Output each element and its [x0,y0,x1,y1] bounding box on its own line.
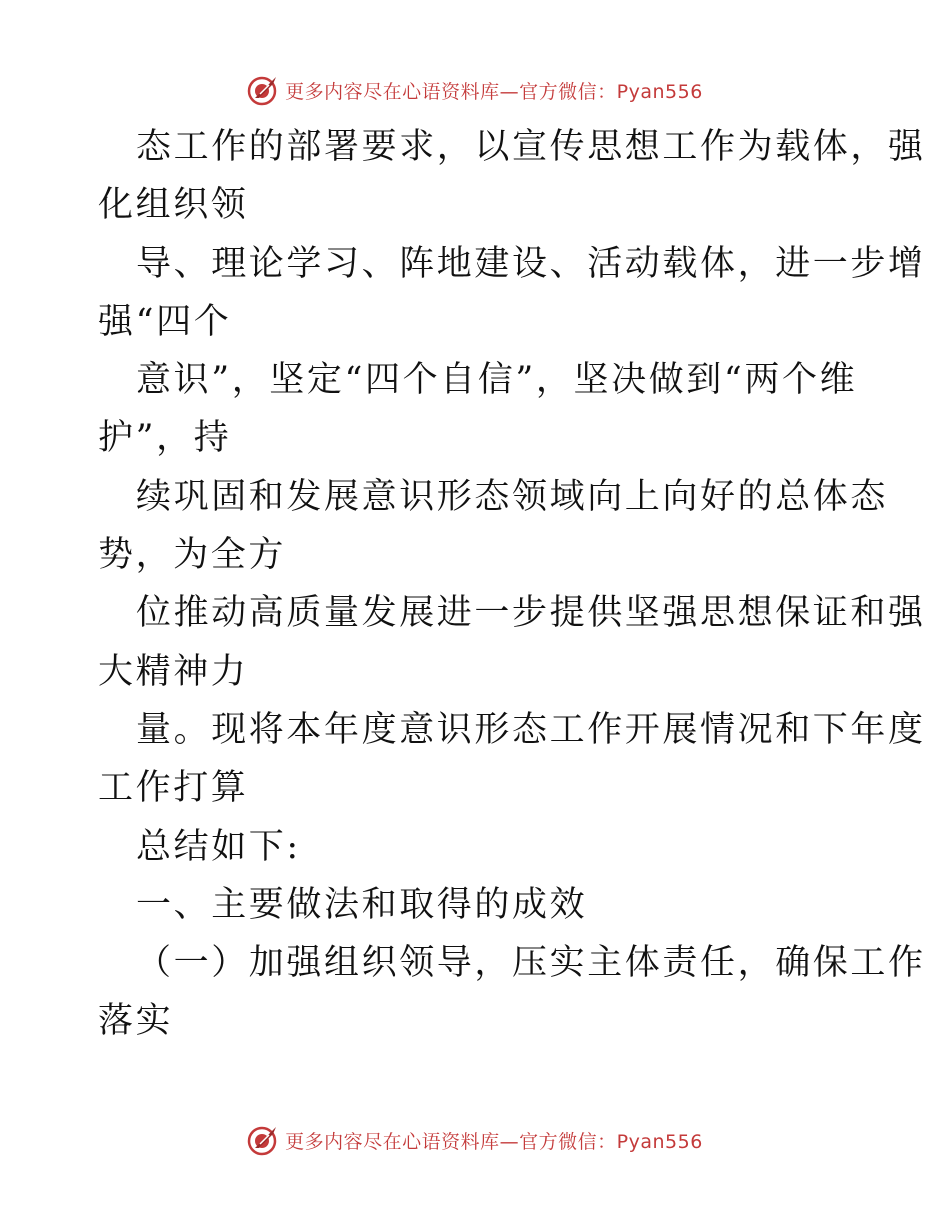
body-line: 势，为全方 [98,535,287,576]
body-line: 位推动高质量发展进一步提供坚强思想保证和强 [136,593,926,634]
quill-logo-icon [247,1124,279,1156]
subsection-heading-continued: 落实 [98,1001,174,1042]
watermark-header [0,70,950,110]
section-heading: 一、主要做法和取得的成效 [136,884,588,925]
body-line: 强“四个 [98,301,232,342]
body-line: 护”，持 [98,418,232,459]
watermark-footer [0,1120,950,1160]
body-line: 量。现将本年度意识形态工作开展情况和下年度 [136,709,926,750]
document-body [98,118,926,1051]
watermark-text: 更多内容尽在心语资料库—官方微信：Pyan556 [285,80,703,103]
body-line: 大精神力 [98,651,249,692]
body-line: 化组织领 [98,185,249,226]
body-line: 态工作的部署要求，以宣传思想工作为载体，强 [136,127,926,167]
subsection-heading: （一）加强组织领导，压实主体责任，确保工作 [136,943,926,984]
quill-logo-icon [247,74,279,106]
body-line: 导、理论学习、阵地建设、活动载体，进一步增 [136,243,926,284]
body-line: 续巩固和发展意识形态领域向上向好的总体态 [136,476,889,517]
watermark-text: 更多内容尽在心语资料库—官方微信：Pyan556 [285,1130,703,1153]
body-line: 总结如下: [136,826,301,867]
body-line: 意识”，坚定“四个自信”，坚决做到“两个维 [136,360,858,401]
body-line: 工作打算 [98,768,249,809]
